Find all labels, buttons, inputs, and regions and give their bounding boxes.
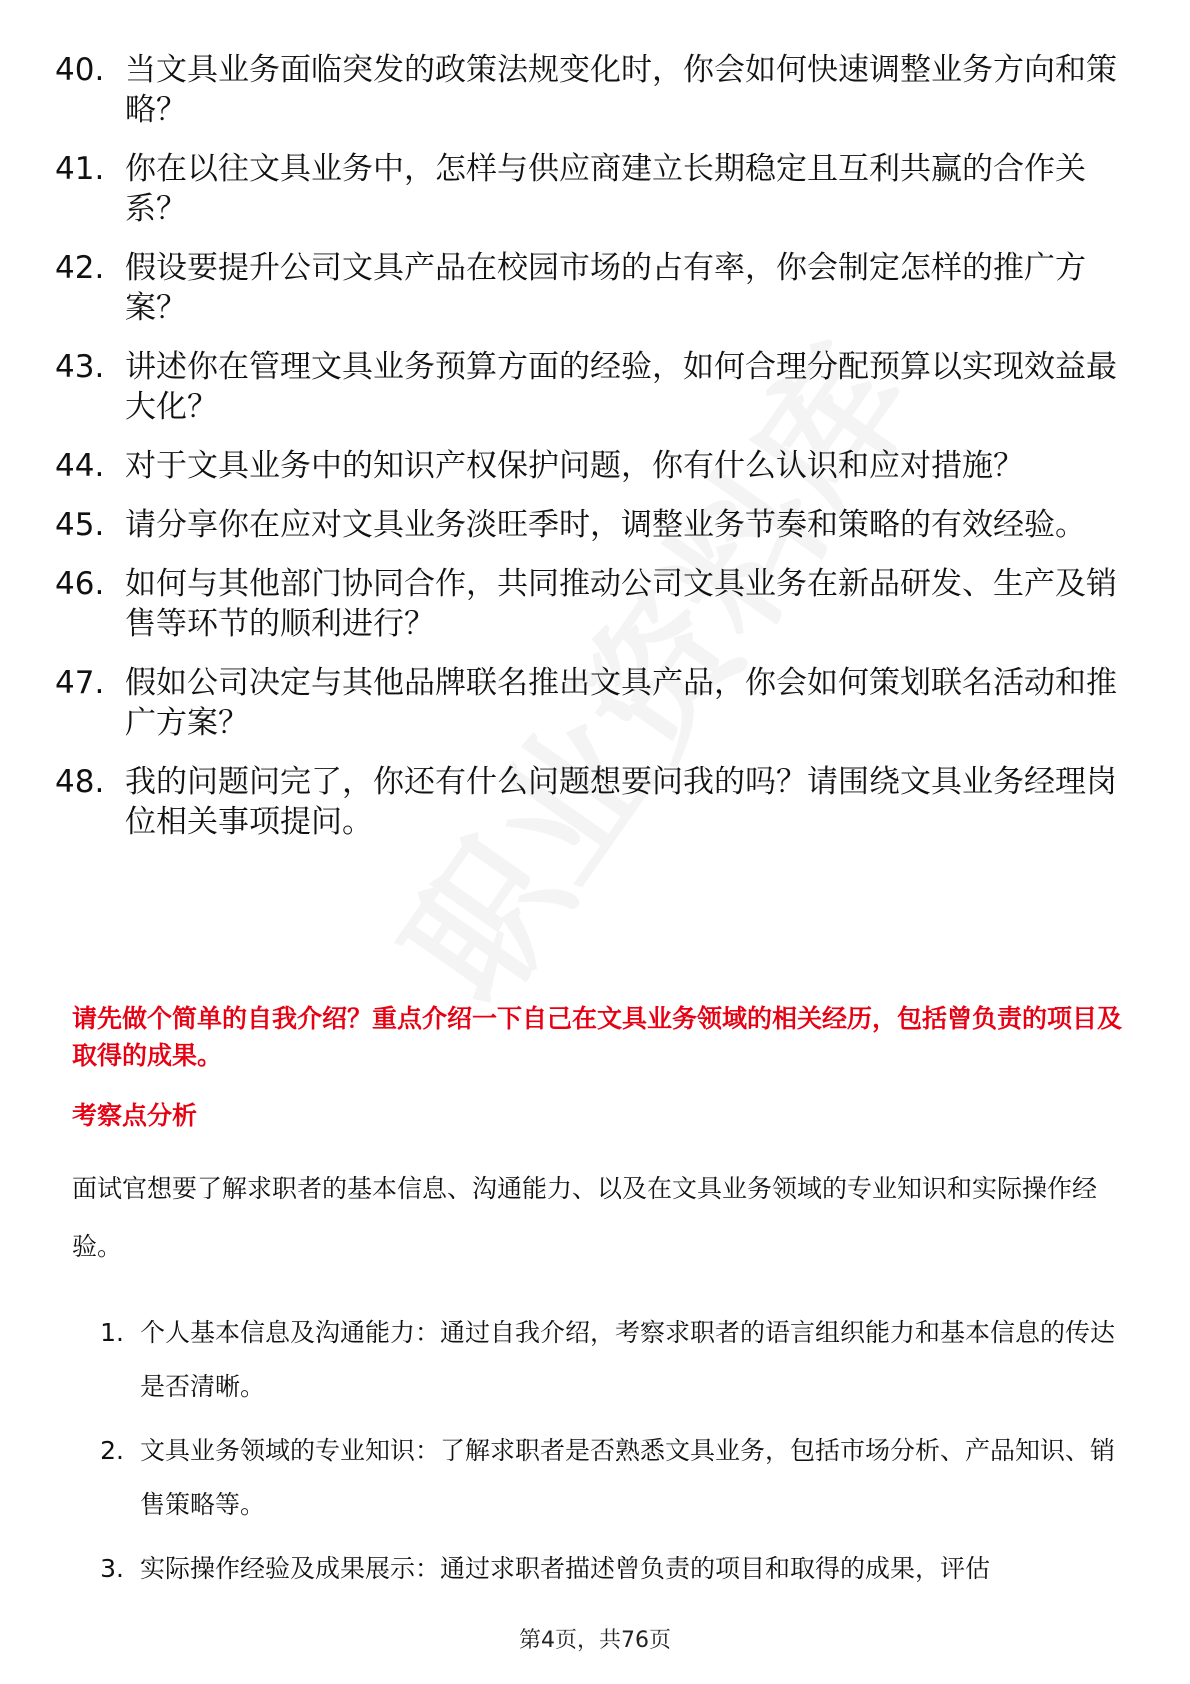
question-number: 46. xyxy=(55,566,105,602)
question-item xyxy=(55,248,1135,328)
question-item xyxy=(55,446,1135,486)
featured-question: 请先做个简单的自我介绍？重点介绍一下自己在文具业务领域的相关经历，包括曾负责的项目及取得的成果。 xyxy=(72,1004,1123,1070)
question-text: 假如公司决定与其他品牌联名推出文具产品，你会如何策划联名活动和推广方案？ xyxy=(125,665,1117,741)
point-number: 2. xyxy=(100,1436,124,1465)
question-item xyxy=(55,505,1135,545)
question-item xyxy=(55,347,1135,427)
question-number: 43. xyxy=(55,349,105,385)
point-number: 1. xyxy=(100,1318,124,1347)
question-text: 当文具业务面临突发的政策法规变化时，你会如何快速调整业务方向和策略？ xyxy=(125,52,1117,128)
question-item xyxy=(55,149,1135,229)
analysis-point xyxy=(72,1542,1132,1596)
question-number: 47. xyxy=(55,665,105,701)
question-text: 请分享你在应对文具业务淡旺季时，调整业务节奏和策略的有效经验。 xyxy=(125,507,1086,543)
question-text: 我的问题问完了，你还有什么问题想要问我的吗？请围绕文具业务经理岗位相关事项提问。 xyxy=(125,764,1117,840)
question-item xyxy=(55,762,1135,842)
question-item xyxy=(55,564,1135,644)
analysis-points xyxy=(72,1306,1132,1606)
analysis-intro: 面试官想要了解求职者的基本信息、沟通能力、以及在文具业务领域的专业知识和实际操作经验。 xyxy=(72,1174,1098,1261)
question-number: 40. xyxy=(55,52,105,88)
page-footer: 第4页，共76页 xyxy=(519,1628,671,1653)
point-text: 文具业务领域的专业知识：了解求职者是否熟悉文具业务，包括市场分析、产品知识、销售策略等。 xyxy=(140,1436,1116,1519)
question-item xyxy=(55,50,1135,130)
analysis-title: 考察点分析 xyxy=(72,1101,198,1130)
point-number: 3. xyxy=(100,1554,124,1583)
analysis-point xyxy=(72,1306,1132,1414)
question-text: 讲述你在管理文具业务预算方面的经验，如何合理分配预算以实现效益最大化？ xyxy=(125,349,1117,425)
analysis-point xyxy=(72,1424,1132,1532)
point-text: 实际操作经验及成果展示：通过求职者描述曾负责的项目和取得的成果，评估 xyxy=(140,1554,991,1583)
question-text: 如何与其他部门协同合作，共同推动公司文具业务在新品研发、生产及销售等环节的顺利进行？ xyxy=(125,566,1117,642)
question-number: 48. xyxy=(55,764,105,800)
question-text: 对于文具业务中的知识产权保护问题，你有什么认识和应对措施？ xyxy=(125,448,1024,484)
question-number: 42. xyxy=(55,250,105,286)
question-number: 41. xyxy=(55,151,105,187)
question-list xyxy=(55,50,1135,861)
question-item xyxy=(55,663,1135,743)
point-text: 个人基本信息及沟通能力：通过自我介绍，考察求职者的语言组织能力和基本信息的传达是否清晰。 xyxy=(140,1318,1116,1401)
question-number: 44. xyxy=(55,448,105,484)
question-text: 假设要提升公司文具产品在校园市场的占有率，你会制定怎样的推广方案？ xyxy=(125,250,1086,326)
question-text: 你在以往文具业务中，怎样与供应商建立长期稳定且互利共赢的合作关系？ xyxy=(125,151,1086,227)
question-number: 45. xyxy=(55,507,105,543)
